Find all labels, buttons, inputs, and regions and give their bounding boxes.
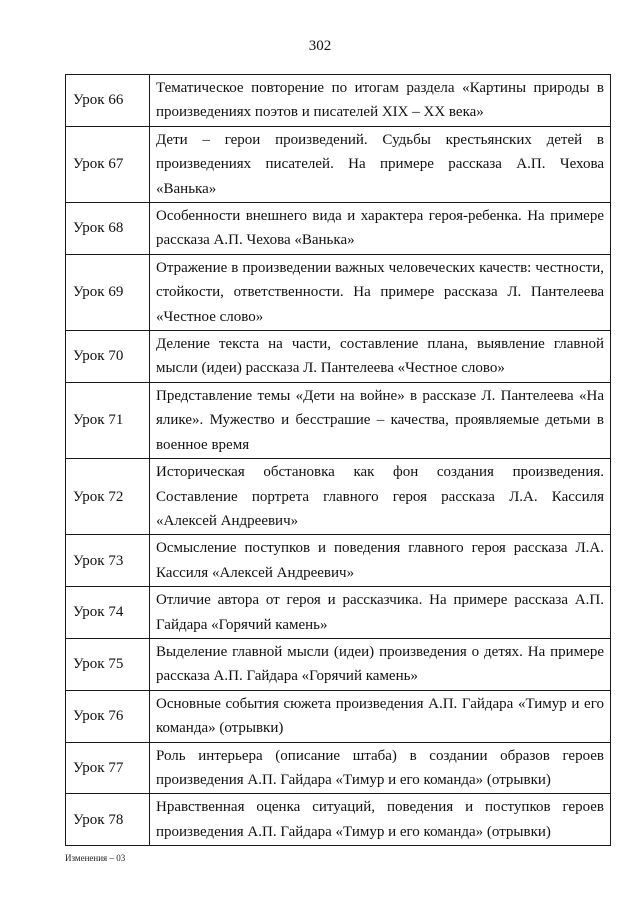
lesson-row: [66, 126, 611, 202]
lesson-topic: Тематическое повторение по итогам раздела «Картины природы в произведениях поэтов и писателей XIX – XX века»: [150, 75, 611, 127]
lesson-topic: Отличие автора от героя и рассказчика. На примере рассказа А.П. Гайдара «Горячий камень»: [150, 587, 611, 639]
lesson-number: Урок 78: [66, 794, 150, 846]
lesson-row: [66, 75, 611, 127]
lesson-number: Урок 66: [66, 75, 150, 127]
lesson-row: [66, 587, 611, 639]
lesson-row: [66, 794, 611, 846]
lesson-table-body: [66, 75, 611, 846]
lesson-number: Урок 74: [66, 587, 150, 639]
lesson-number: Урок 67: [66, 126, 150, 202]
lesson-row: [66, 459, 611, 535]
lesson-row: [66, 638, 611, 690]
lesson-topic: Выделение главной мысли (идеи) произведения о детях. На примере рассказа А.П. Гайдара «Горячий камень»: [150, 638, 611, 690]
lesson-topic: Роль интерьера (описание штаба) в создании образов героев произведения А.П. Гайдара «Тимур и его команда» (отрывки): [150, 742, 611, 794]
lesson-number: Урок 71: [66, 382, 150, 458]
lesson-number: Урок 72: [66, 459, 150, 535]
lesson-number: Урок 76: [66, 690, 150, 742]
lesson-topic: Основные события сюжета произведения А.П. Гайдара «Тимур и его команда» (отрывки): [150, 690, 611, 742]
lesson-topic: Отражение в произведении важных человеческих качеств: честности, стойкости, ответственности. На примере рассказа Л. Пантелеева «Честное слово»: [150, 254, 611, 330]
lesson-row: [66, 254, 611, 330]
lesson-row: [66, 690, 611, 742]
lesson-row: [66, 203, 611, 255]
lesson-row: [66, 331, 611, 383]
lesson-topic: Особенности внешнего вида и характера героя-ребенка. На примере рассказа А.П. Чехова «Ванька»: [150, 203, 611, 255]
lesson-topic: Дети – герои произведений. Судьбы крестьянских детей в произведениях писателей. На примере рассказа А.П. Чехова «Ванька»: [150, 126, 611, 202]
lesson-table: [65, 74, 611, 846]
lesson-topic: Историческая обстановка как фон создания произведения. Составление портрета главного героя рассказа Л.А. Кассиля «Алексей Андреевич»: [150, 459, 611, 535]
lesson-number: Урок 70: [66, 331, 150, 383]
lesson-topic: Нравственная оценка ситуаций, поведения и поступков героев произведения А.П. Гайдара «Тимур и его команда» (отрывки): [150, 794, 611, 846]
lesson-topic: Деление текста на части, составление плана, выявление главной мысли (идеи) рассказа Л. Пантелеева «Честное слово»: [150, 331, 611, 383]
lesson-row: [66, 382, 611, 458]
footer-changes-note: Изменения – 03: [65, 853, 126, 863]
lesson-number: Урок 73: [66, 535, 150, 587]
lesson-topic: Представление темы «Дети на войне» в рассказе Л. Пантелеева «На ялике». Мужество и бесстрашие – качества, проявляемые детьми в военное время: [150, 382, 611, 458]
lesson-number: Урок 77: [66, 742, 150, 794]
lesson-row: [66, 742, 611, 794]
page-number: 302: [308, 38, 332, 54]
lesson-topic: Осмысление поступков и поведения главного героя рассказа Л.А. Кассиля «Алексей Андреевич»: [150, 535, 611, 587]
lesson-row: [66, 535, 611, 587]
lesson-number: Урок 75: [66, 638, 150, 690]
lesson-number: Урок 68: [66, 203, 150, 255]
lesson-number: Урок 69: [66, 254, 150, 330]
